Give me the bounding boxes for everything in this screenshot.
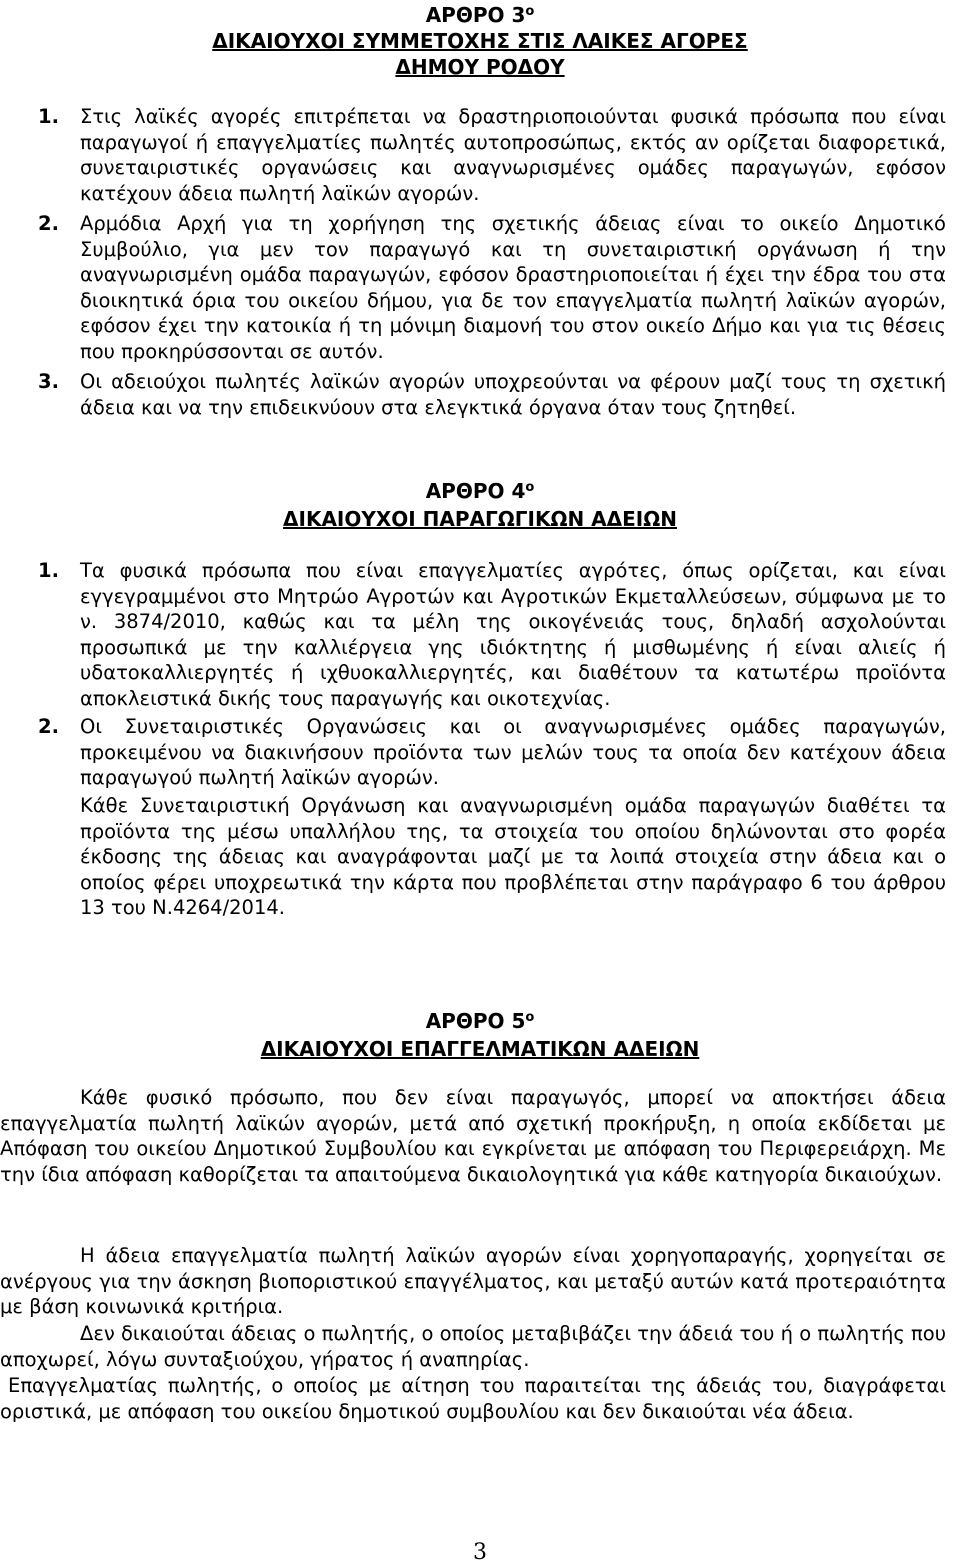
article-4-title-sup: ο bbox=[525, 480, 535, 495]
article-3-title-sup: ο bbox=[525, 4, 535, 19]
article-5-paragraph-1: Κάθε φυσικό πρόσωπο, που δεν είναι παραγωγός, μπορεί να αποκτήσει άδεια επαγγελματία πωλητή λαϊκών αγορών, μετά από σχετική προκήρυξη, η οποία εκδίδεται με Απόφαση του οικείου Δημοτικού Συμβουλίου και εγκρίνεται με απόφαση του Περιφερειάρχη. Με την ίδια απόφαση καθορίζεται τα απαιτούμενα δικαιολογητικά για κάθε κατηγορία δικαιούχων. bbox=[0, 1086, 946, 1186]
article-3-title bbox=[0, 2, 960, 28]
article-5-paragraph-4: Επαγγελματίας πωλητής, ο οποίος με αίτηση του παραιτείται της άδειάς του, διαγράφεται οριστικά, με απόφαση του οικείου δημοτικού συμβουλίου και δεν δικαιούται νέα άδεια. bbox=[0, 1374, 946, 1423]
article-4-subtitle bbox=[0, 506, 960, 532]
article-3-title-text: ΑΡΘΡΟ 3 bbox=[425, 3, 526, 27]
article-5-title bbox=[0, 1008, 960, 1034]
article-5-subtitle bbox=[0, 1036, 960, 1062]
article-3-item-3-number: 3. bbox=[38, 370, 59, 393]
article-4-item-2-number: 2. bbox=[38, 715, 59, 738]
article-4-subtitle-text: ΔΙΚΑΙΟΥΧΟΙ ΠΑΡΑΓΩΓΙΚΩΝ ΑΔΕΙΩΝ bbox=[283, 507, 677, 531]
article-3-subtitle-1-text: ΔΙΚΑΙΟΥΧΟΙ ΣΥΜΜΕΤΟΧΗΣ ΣΤΙΣ ΛΑΙΚΕΣ ΑΓΟΡΕΣ bbox=[212, 29, 748, 53]
article-5-title-sup: ο bbox=[525, 1010, 535, 1025]
article-4-item-1-number: 1. bbox=[38, 559, 59, 582]
article-4-title bbox=[0, 478, 960, 504]
article-3-item-2-text: Αρμόδια Αρχή για τη χορήγηση της σχετικής άδειας είναι το οικείο Δημοτικό Συμβούλιο, για μεν τον παραγωγό και τη συνεταιριστική οργάνωση ή την αναγνωρισμένη ομάδα παραγωγών, εφόσον δραστηριοποιείται ή έχει την έδρα του στα διοικητικά όρια του οικείου δήμου, για δε τον επαγγελματία πωλητή λαϊκών αγορών, εφόσον έχει την κατοικία ή τη μόνιμη διαμονή του στον οικείο Δήμο και για τις θέσεις που προκηρύσσονται σε αυτόν. bbox=[80, 212, 946, 363]
article-4-item-1-text: Τα φυσικά πρόσωπα που είναι επαγγελματίες αγρότες, όπως ορίζεται, και είναι εγγεγραμμένοι στο Μητρώο Αγροτών και Αγροτικών Εκμεταλλεύσεων, σύμφωνα με το ν. 3874/2010, καθώς και τα μέλη της οικογένειάς τους, δηλαδή ασχολούνται προσωπικά με την καλλιέργεια γης ιδιόκτητης ή μισθωμένης ή είναι αλιείς ή υδατοκαλλιεργητές ή ιχθυοκαλλιεργητές, και διαθέτουν τα κατωτέρω προϊόντα αποκλειστικά δικής τους παραγωγής και οικοτεχνίας. bbox=[80, 559, 946, 710]
article-3-subtitle-1 bbox=[0, 28, 960, 54]
article-3-subtitle-2 bbox=[0, 54, 960, 80]
article-3-item-1-number: 1. bbox=[38, 105, 59, 128]
article-4-title-text: ΑΡΘΡΟ 4 bbox=[425, 479, 526, 503]
article-5-subtitle-text: ΔΙΚΑΙΟΥΧΟΙ ΕΠΑΓΓΕΛΜΑΤΙΚΩΝ ΑΔΕΙΩΝ bbox=[260, 1037, 700, 1061]
article-5-title-text: ΑΡΘΡΟ 5 bbox=[425, 1009, 526, 1033]
article-4-item-2-text: Οι Συνεταιριστικές Οργανώσεις και οι αναγνωρισμένες ομάδες παραγωγών, προκειμένου να διακινήσουν προϊόντα των μελών τους τα οποία δεν κατέχουν άδεια παραγωγού πωλητή λαϊκών αγορών. bbox=[80, 715, 946, 789]
article-4-extra-paragraph: Κάθε Συνεταιριστική Οργάνωση και αναγνωρισμένη ομάδα παραγωγών διαθέτει τα προϊόντα της μέσω υπαλλήλου της, τα στοιχεία του οποίου δηλώνονται στο φορέα έκδοσης της άδειας και αναγράφονται μαζί με τα λοιπά στοιχεία στην άδεια και ο οποίος φέρει υποχρεωτικά την κάρτα που προβλέπεται στην παράγραφο 6 του άρθρου 13 του Ν.4264/2014. bbox=[80, 794, 946, 919]
article-3-item-3-text: Οι αδειούχοι πωλητές λαϊκών αγορών υποχρεούνται να φέρουν μαζί τους τη σχετική άδεια και να την επιδεικνύουν στα ελεγκτικά όργανα όταν τους ζητηθεί. bbox=[80, 370, 946, 419]
article-3-item-1-text: Στις λαϊκές αγορές επιτρέπεται να δραστηριοποιούνται φυσικά πρόσωπα που είναι παραγωγοί ή επαγγελματίες πωλητές αυτοπροσώπως, εκτός αν ορίζεται διαφορετικά, συνεταιριστικές οργανώσεις και αναγνωρισμένες ομάδες παραγωγών, εφόσον κατέχουν άδεια πωλητή λαϊκών αγορών. bbox=[80, 105, 946, 205]
article-5-paragraph-2: Η άδεια επαγγελματία πωλητή λαϊκών αγορών είναι χορηγοπαραγής, χορηγείται σε ανέργους για την άσκηση βιοποριστικού επαγγέλματος, και μεταξύ αυτών κατά προτεραιότητα με βάση κοινωνικά κριτήρια. bbox=[0, 1244, 946, 1318]
article-3-item-2-number: 2. bbox=[38, 212, 59, 235]
article-5-paragraph-3: Δεν δικαιούται άδειας ο πωλητής, ο οποίος μεταβιβάζει την άδειά του ή ο πωλητής που αποχωρεί, λόγω συνταξιούχου, γήρατος ή αναπηρίας. bbox=[0, 1322, 946, 1371]
article-3-subtitle-2-text: ΔΗΜΟΥ ΡΟΔΟΥ bbox=[395, 55, 565, 79]
page-number: 3 bbox=[473, 1540, 487, 1565]
